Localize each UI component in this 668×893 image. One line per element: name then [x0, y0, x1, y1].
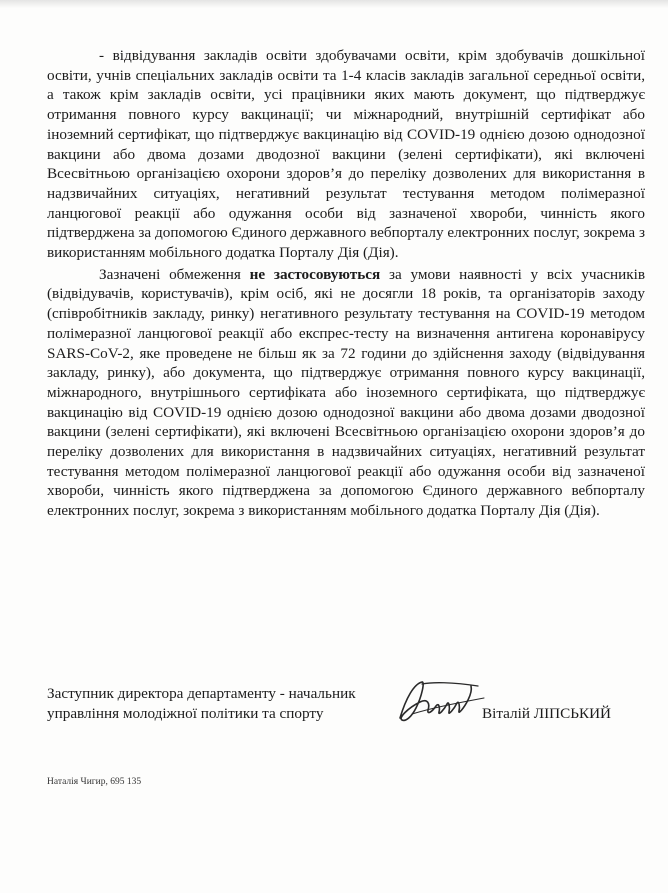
scan-edge-shadow	[0, 0, 668, 8]
paragraph-2-rest: за умови наявності у всіх учасників (відвідувачів, користувачів), крім осіб, які не досягли 18 років, та організаторів заходу (співробітників закладу, ринку) негативного результату тестування на COVID-19 методом полімеразної ланцюгової реакції або експрес-тесту на визначення антигена коронавірусу SARS-CoV-2, яке проведене не більш як за 72 години до здійснення заходу (відвідування закладу, ринку), або документа, що підтверджує отримання повного курсу вакцинації, міжнародного, внутрішнього сертифіката або іноземного сертифіката, що підтверджує вакцинацію від COVID-19 однією дозою однодозної вакцини або двома дозами дводозної вакцини (зелені сертифікати), які включені Всесвітньою організацією охорони здоров’я до переліку дозволених для використання в надзвичайних ситуаціях, негативний результат тестування методом полімеразної ланцюгової реакції або одужання особи від зазначеної хвороби, чинність якого підтверджена за допомогою Єдиного державного вебпорталу електронних послуг, зокрема з використанням мобільного додатка Порталу Дія (Дія).	[47, 265, 645, 520]
paragraph-1: - відвідування закладів освіти здобувачами освіти, крім здобувачів дошкільної освіти, учнів спеціальних закладів освіти та 1-4 класів закладів загальної середньої освіти, а також крім закладів освіти, усі працівники яких мають документ, що підтверджує отримання повного курсу вакцинації; чи міжнародний, внутрішній сертифікат або іноземний сертифікат, що підтверджує вакцинацію від COVID-19 однією дозою однодозної вакцини або двома дозами дводозної вакцини (зелені сертифікати), які включені Всесвітньою організацією охорони здоров’я до переліку дозволених для використання в надзвичайних ситуаціях, негативний результат тестування методом полімеразної ланцюгової реакції або одужання особи від зазначеної хвороби, чинність якого підтверджена за допомогою Єдиного державного вебпорталу електронних послуг, зокрема з використанням мобільного додатка Порталу Дія (Дія).	[47, 47, 645, 262]
executor-contact: Наталія Чигир, 695 135	[47, 777, 142, 787]
handwritten-signature-icon	[392, 678, 492, 726]
signatory-name: Віталій ЛІПСЬКИЙ	[482, 705, 612, 722]
paragraph-2	[47, 265, 645, 521]
signatory-title-line-2: управління молодіжної політики та спорту	[47, 705, 324, 722]
signatory-title	[47, 684, 356, 724]
paragraph-2-start: Зазначені обмеження	[99, 265, 250, 283]
signatory-title-line-1: Заступник директора департаменту - начальник	[47, 685, 356, 702]
document-body	[47, 46, 645, 521]
paragraph-2-emphasis: не застосовуються	[249, 265, 381, 283]
